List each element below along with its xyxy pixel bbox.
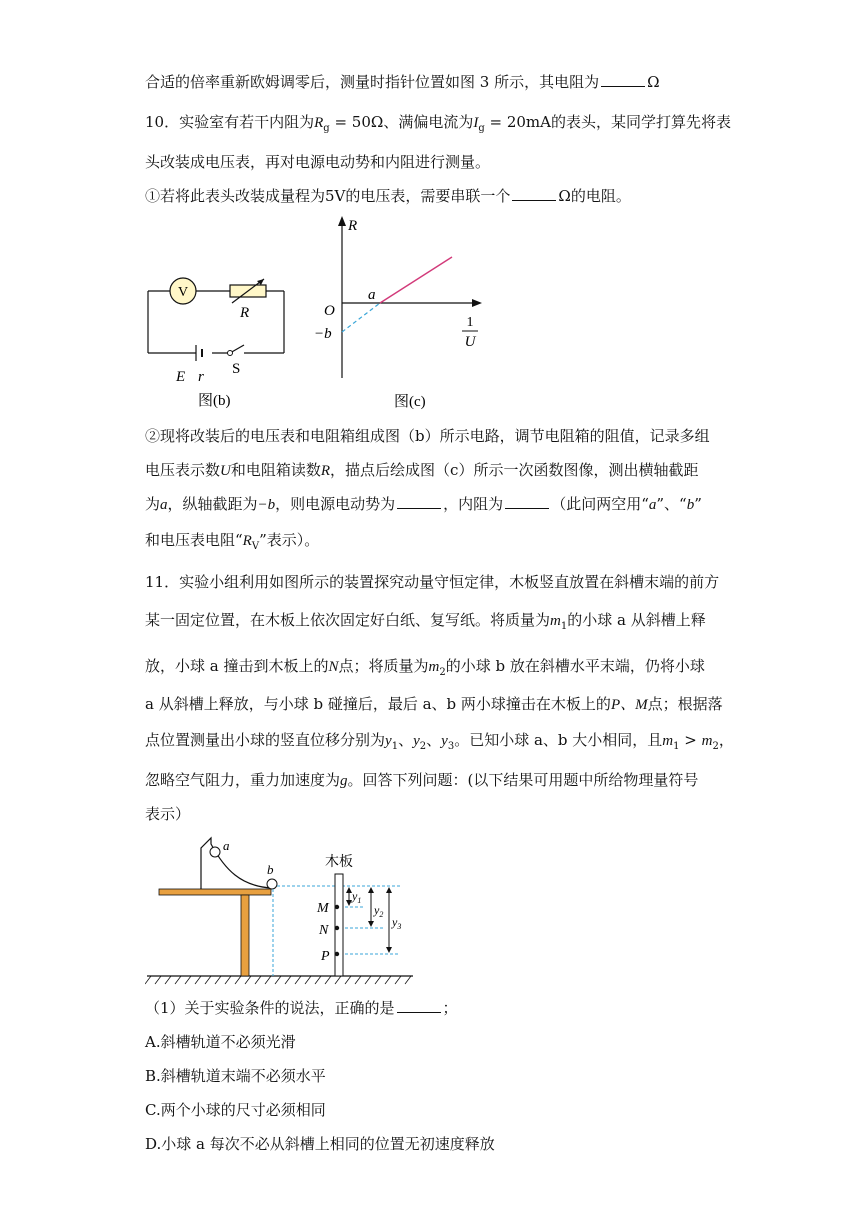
subscript: 1 [391, 741, 399, 752]
caption-b: 图(b) [198, 393, 231, 409]
point-n-label: N [319, 923, 329, 938]
subscript: 1 [673, 741, 680, 752]
option-b[interactable] [145, 1066, 326, 1086]
symbol-minus-b: −b [257, 497, 276, 513]
q11-line-4 [145, 694, 723, 715]
origin-label: O [324, 303, 335, 319]
text: ”表示）。 [259, 531, 320, 549]
symbol-ig: I [473, 115, 479, 131]
symbol-pm: P、M [610, 697, 648, 713]
text: ，则电源电动势为 [275, 495, 396, 513]
text: ，内阻为 [443, 495, 504, 513]
emf-label: E [176, 369, 186, 385]
subscript: 3 [447, 741, 455, 752]
q10-sub1 [145, 186, 631, 206]
text: 点；将质量为 [338, 657, 429, 675]
symbol-m1: m [550, 613, 561, 629]
option-c[interactable] [145, 1100, 326, 1120]
x-axis-denominator: U [464, 334, 476, 350]
momentum-apparatus-diagram [145, 830, 415, 986]
subscript: V [251, 541, 260, 552]
subscript: 2 [439, 667, 446, 678]
q11-line-7 [145, 804, 190, 824]
board-label: 木板 [325, 855, 353, 870]
value: = 20mA [484, 113, 551, 131]
subscript: 2 [712, 741, 719, 752]
text: 的表头，某同学打算先将表 [550, 113, 731, 131]
text: 10．实验室有若干内阻为 [145, 113, 315, 131]
text: ； [442, 999, 458, 1017]
text: ” [694, 495, 702, 513]
text: a 从斜槽上释放，与小球 b 碰撞后，最后 a、b 两小球撞击在木板上的 [145, 695, 611, 713]
resistor-label: R [240, 305, 250, 321]
x-axis-numerator: 1 [466, 315, 474, 330]
q11-line-5: 点位置测量出小球的竖直位移分别为$y_1$、$y_2$、$y_3$。已知小球 a、b 大小相同，且$m_1 > m_2$， [145, 731, 734, 752]
text: 和电压表电阻“ [145, 531, 243, 549]
answer-blank-resistance[interactable] [505, 494, 549, 509]
text: 和电阻箱读数 [230, 461, 321, 479]
value: = 50Ω [329, 113, 384, 131]
r-vs-inverse-u-graph [310, 212, 490, 412]
answer-blank[interactable] [512, 186, 556, 201]
symbol-u: U [220, 463, 231, 479]
option-d[interactable] [145, 1134, 495, 1154]
switch-label: S [232, 361, 241, 377]
symbol-a: a [648, 497, 657, 513]
q10-sub2-line-2 [145, 460, 698, 481]
point-m-label: M [317, 901, 329, 916]
text: 放，小球 a 撞击到木板上的 [145, 657, 329, 675]
text: ”、“ [656, 495, 687, 513]
text: 的小球 b 放在斜槽水平末端，仍将小球 [445, 657, 705, 675]
q11-line-1 [145, 572, 719, 592]
y1-label: $y_1$ [352, 889, 362, 905]
symbol-rg: R [314, 115, 324, 131]
text: Ω的电阻。 [558, 187, 631, 205]
option-b-text: B.斜槽轨道末端不必须水平 [145, 1067, 326, 1085]
text: 11．实验小组利用如图所示的装置探究动量守恒定律，木板竖直放置在斜槽末端的前方 [145, 573, 720, 591]
subscript: 1 [560, 621, 568, 632]
symbol-m1: m [662, 733, 674, 749]
q10-sub2-line-3 [145, 494, 702, 515]
text-line-1 [145, 72, 660, 92]
ball-a-label: a [223, 838, 230, 853]
option-d-text: D.小球 a 每次不必从斜槽上相同的位置无初速度释放 [145, 1135, 495, 1153]
text: ①若将此表头改装成量程为5V的电压表，需要串联一个 [145, 187, 511, 205]
q11-line-3 [145, 656, 705, 683]
circuit-diagram [140, 265, 300, 415]
text: 头改装成电压表，再对电源电动势和内阻进行测量。 [145, 153, 491, 171]
y-axis-label: R [348, 218, 358, 234]
text: ，纵轴截距为 [167, 495, 258, 513]
text: 电压表示数 [145, 461, 221, 479]
text: 表示） [145, 805, 191, 823]
symbol-m2: m [701, 733, 713, 749]
text: 的小球 a 从斜槽上释 [567, 611, 706, 629]
answer-blank[interactable] [397, 998, 441, 1013]
option-c-text: C.两个小球的尺寸必须相同 [145, 1101, 326, 1119]
q10-sub2-line-1 [145, 426, 710, 446]
text: （1）关于实验条件的说法，正确的是 [145, 999, 395, 1017]
text: 某一固定位置，在木板上依次固定好白纸、复写纸。将质量为 [145, 611, 551, 629]
text: 合适的倍率重新欧姆调零后，测量时指针位置如图 3 所示，其电阻为 [145, 73, 600, 91]
symbol-g: g [340, 773, 348, 789]
answer-blank[interactable] [601, 72, 645, 87]
answer-blank-emf[interactable] [397, 494, 441, 509]
symbol-y: y [413, 733, 420, 749]
voltmeter-label: V [177, 285, 189, 300]
text: ②现将改装后的电压表和电阻箱组成图（b）所示电路，调节电阻箱的阻值，记录多组 [145, 427, 710, 445]
symbol-n: N [328, 659, 339, 675]
text: 。已知小球 a、b 大小相同，且 [454, 731, 663, 749]
y3-label: $y_3$ [392, 915, 402, 931]
text: 为 [145, 495, 161, 513]
symbol-y: y [385, 733, 392, 749]
symbol-a: a [160, 497, 168, 513]
text: 。回答下列问题：(以下结果可用题中所给物理量符号 [347, 771, 699, 789]
ball-b-label: b [267, 862, 274, 877]
subscript: g [478, 123, 485, 134]
q11-line-6 [145, 770, 698, 791]
q11-sub1 [145, 998, 458, 1018]
symbol-b: b [686, 497, 695, 513]
point-p-label: P [321, 949, 330, 964]
subscript: 2 [419, 741, 427, 752]
symbol-r: R [320, 463, 331, 479]
y2-label: $y_2$ [374, 903, 384, 919]
text: 忽略空气阻力，重力加速度为 [145, 771, 341, 789]
text: 点位置测量出小球的竖直位移分别为 [145, 731, 386, 749]
text: 点；根据落 [647, 695, 723, 713]
symbol-m2: m [428, 659, 440, 675]
q10-line-2 [145, 152, 490, 172]
option-a-text: A.斜槽轨道不必须光滑 [145, 1033, 296, 1051]
x-intercept-label: a [368, 287, 376, 303]
q10-line-1 [145, 112, 731, 139]
unit: Ω [647, 73, 660, 91]
caption-c: 图(c) [394, 394, 426, 410]
symbol-y: y [441, 733, 448, 749]
text: ，描点后绘成图（c）所示一次函数图像，测出横轴截距 [330, 461, 699, 479]
symbol-rv: R [242, 533, 252, 549]
internal-resistance-label: r [198, 369, 204, 385]
y-intercept-label: −b [314, 326, 332, 342]
text: 、满偏电流为 [383, 113, 474, 131]
option-a[interactable] [145, 1032, 296, 1052]
operator: > [679, 731, 702, 749]
q10-sub2-line-4 [145, 530, 319, 557]
subscript: g [323, 123, 330, 134]
q11-line-2 [145, 610, 706, 637]
text: （此问两空用“ [551, 495, 649, 513]
